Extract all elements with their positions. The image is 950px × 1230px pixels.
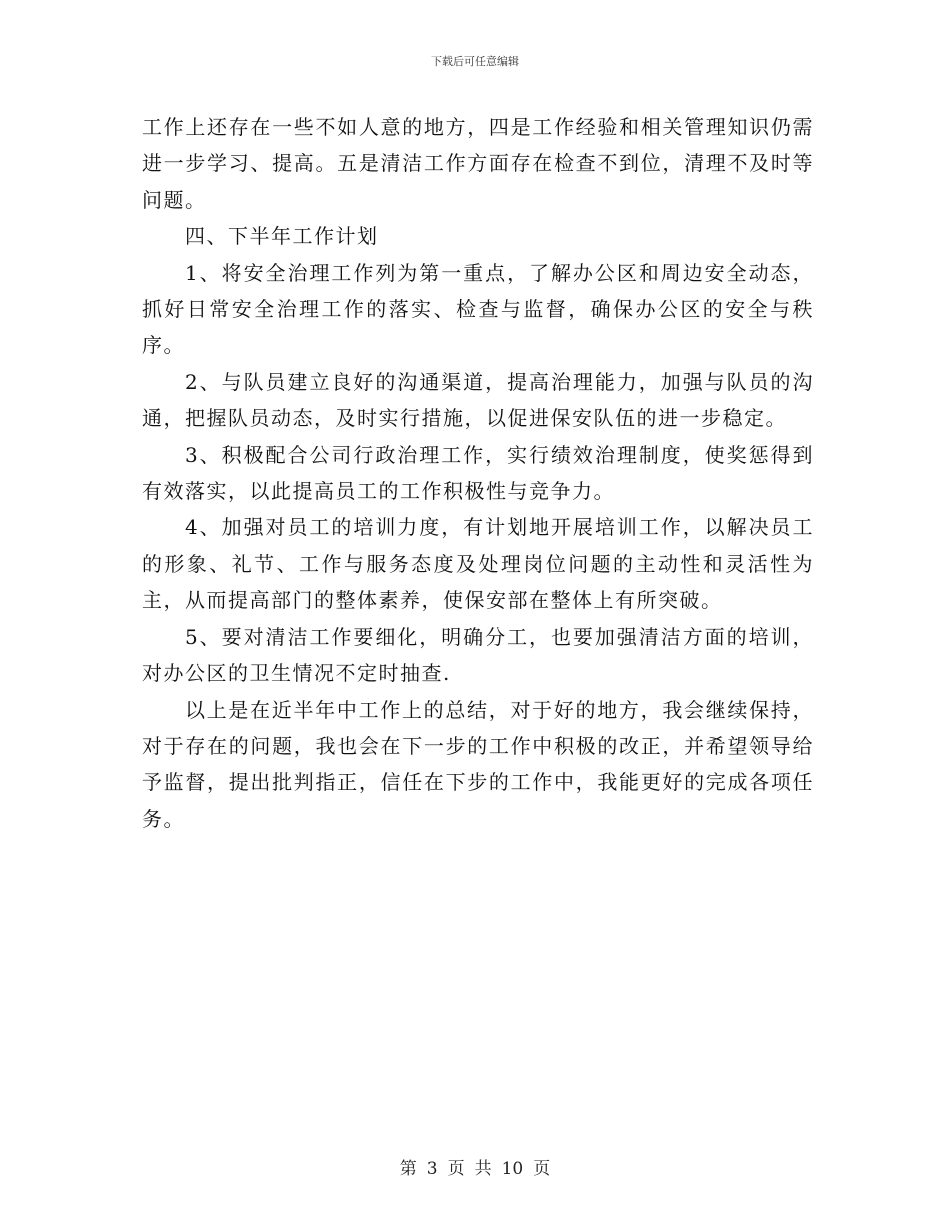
footer-current-page: 3 <box>426 1159 438 1179</box>
paragraph-plan-item-5: 5、要对清洁工作要细化，明确分工，也要加强清洁方面的培训，对办公区的卫生情况不定时抽查. <box>142 624 814 686</box>
section-heading-plan: 四、下半年工作计划 <box>185 224 379 249</box>
footer-page-word: 页 <box>447 1159 465 1179</box>
paragraph-1: 工作上还存在一些不如人意的地方，四是工作经验和相关管理知识仍需进一步学习、提高。五是清洁工作方面存在检查不到位，清理不及时等问题。 <box>142 115 814 212</box>
paragraph-conclusion: 以上是在近半年中工作上的总结，对于好的地方，我会继续保持，对于存在的问题，我也会在下一步的工作中积极的改正，并希望领导给予监督，提出批判指正，信任在下步的工作中，我能更好的完成各项任务。 <box>142 697 814 831</box>
paragraph-plan-item-1: 1、将安全治理工作列为第一重点，了解办公区和周边安全动态，抓好日常安全治理工作的落实、检查与监督，确保办公区的安全与秩序。 <box>142 260 814 358</box>
paragraph-plan-item-3: 3、积极配合公司行政治理工作，实行绩效治理制度，使奖惩得到有效落实，以此提高员工的工作积极性与竞争力。 <box>142 442 814 504</box>
page-footer <box>0 1154 950 1179</box>
document-body <box>142 109 814 837</box>
footer-total-word: 共 <box>474 1159 492 1179</box>
paragraph-plan-item-2: 2、与队员建立良好的沟通渠道，提高治理能力，加强与队员的沟通，把握队员动态，及时实行措施，以促进保安队伍的进一步稳定。 <box>142 369 814 431</box>
footer-total-pages: 10 <box>501 1159 524 1179</box>
footer-prefix: 第 <box>399 1159 417 1179</box>
paragraph-plan-item-4: 4、加强对员工的培训力度，有计划地开展培训工作，以解决员工的形象、礼节、工作与服务态度及处理岗位问题的主动性和灵活性为主，从而提高部门的整体素养，使保安部在整体上有所突破。 <box>142 515 814 613</box>
footer-suffix: 页 <box>533 1159 551 1179</box>
page-header-note: 下载后可任意编辑 <box>431 55 519 68</box>
